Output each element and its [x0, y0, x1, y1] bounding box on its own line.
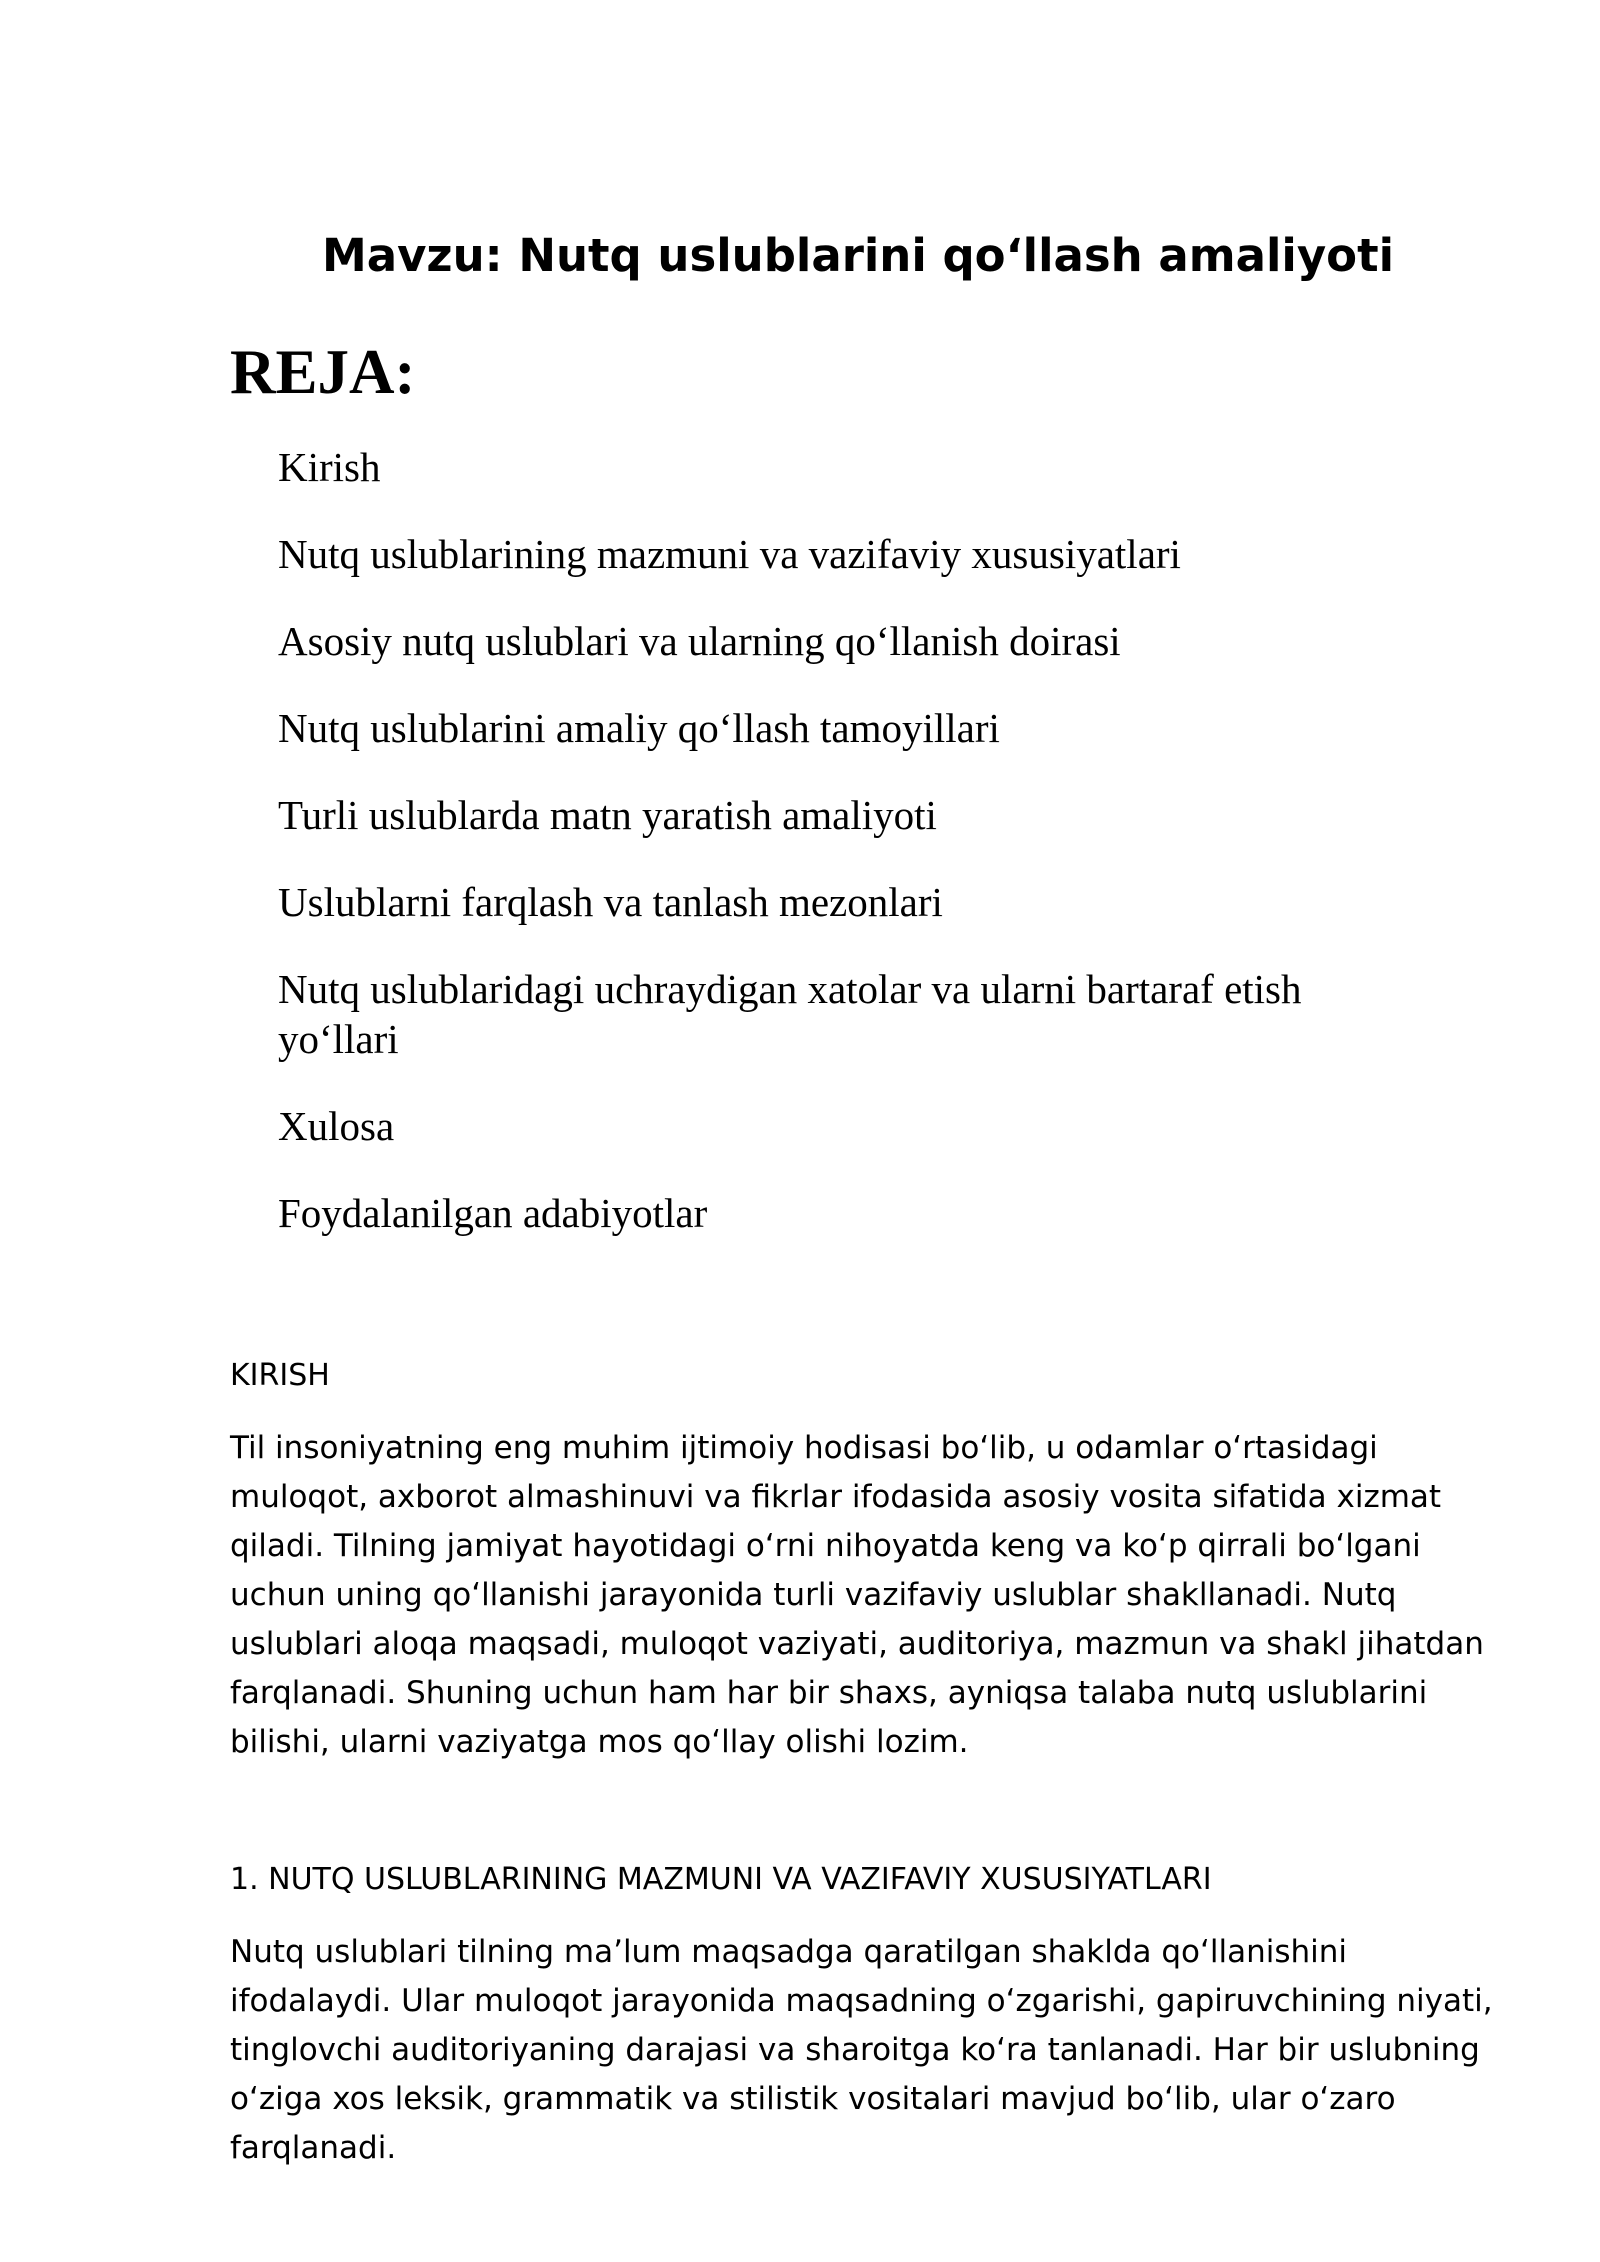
- document-title: Mavzu: Nutq uslublarini qo‘llash amaliyoti: [321, 229, 1395, 282]
- plan-item: Nutq uslublaridagi uchraydigan xatolar va ularni bartaraf etish yo‘llari: [278, 966, 1302, 1062]
- section-paragraph-1: Nutq uslublari tilning ma’lum maqsadga qaratilgan shaklda qo‘llanishini ifodalaydi. Ular muloqot jarayonida maqsadning o‘zgarishi, gapiruvchining niyati, tinglovchi auditoriyaning darajasi va sharoitga ko‘ra tanlanadi. Har bir uslubning o‘ziga xos leksik, grammatik va stilistik vositalari mavjud bo‘lib, ular o‘zaro farqlanadi.: [230, 1934, 1493, 2166]
- plan-item: Kirish: [278, 444, 381, 490]
- plan-item: Uslublarni farqlash va tanlash mezonlari: [278, 879, 943, 925]
- section-heading-kirish: KIRISH: [230, 1358, 330, 1393]
- plan-item: Xulosa: [278, 1103, 395, 1149]
- plan-list: [278, 442, 1398, 1275]
- plan-item: Nutq uslublarini amaliy qo‘llash tamoyillari: [278, 705, 1000, 751]
- section-paragraph-kirish: Til insoniyatning eng muhim ijtimoiy hodisasi bo‘lib, u odamlar o‘rtasidagi muloqot, axborot almashinuvi va fikrlar ifodasida asosiy vosita sifatida xizmat qiladi. Tilning jamiyat hayotidagi o‘rni nihoyatda keng va ko‘p qirrali bo‘lgani uchun uning qo‘llanishi jarayonida turli vazifaviy uslublar shakllanadi. Nutq uslublari aloqa maqsadi, muloqot vaziyati, auditoriya, mazmun va shakl jihatdan farqlanadi. Shuning uchun ham har bir shaxs, ayniqsa talaba nutq uslublarini bilishi, ularni vaziyatga mos qo‘llay olishi lozim.: [230, 1430, 1484, 1760]
- plan-item: Turli uslublarda matn yaratish amaliyoti: [278, 792, 937, 838]
- plan-item: Asosiy nutq uslublari va ularning qo‘llanish doirasi: [278, 618, 1121, 664]
- plan-item: Foydalanilgan adabiyotlar: [278, 1190, 708, 1236]
- section-heading-1: 1. NUTQ USLUBLARINING MAZMUNI VA VAZIFAVIY XUSUSIYATLARI: [230, 1862, 1212, 1897]
- plan-heading: REJA:: [230, 337, 416, 407]
- plan-item: Nutq uslublarining mazmuni va vazifaviy xususiyatlari: [278, 531, 1181, 577]
